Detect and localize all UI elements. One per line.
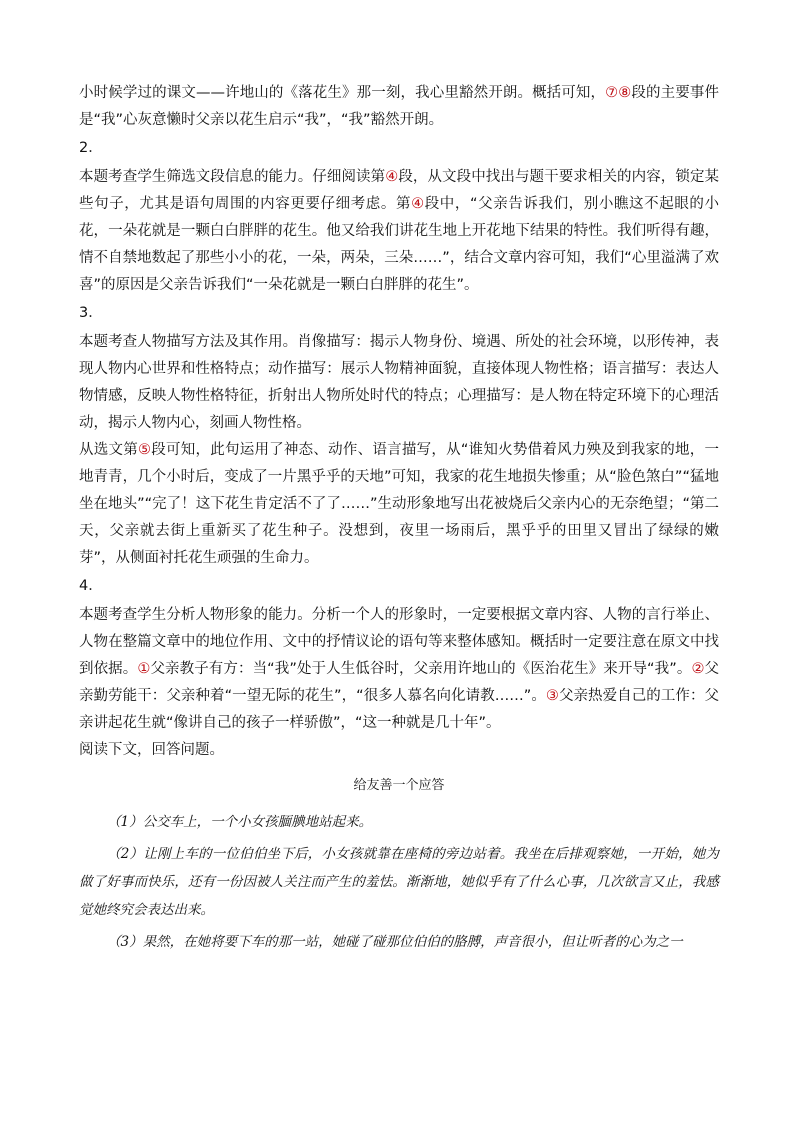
article-title: 给友善一个应答	[353, 778, 445, 793]
circled-number-mark: ⑤	[137, 442, 152, 458]
answer-2-text: 本题考查学生筛选文段信息的能力。仔细阅读第④段，从文段中找出与题干要求相关的内容，锁定某些句子，尤其是语句周围的内容更要仔细考虑。第④段中，“父亲告诉我们，别小瞧这不起眼的小花，一朵花就是一颗白白胖胖的花生。他又给我们讲花生地上开花地下结果的特性。我们听得有趣，情不自禁地数起了那些小小的花，一朵，两朵，三朵……”，结合文章内容可知，我们“心里溢满了欢喜”的原因是父亲告诉我们“一朵花就是一颗白白胖胖的花生”。	[79, 169, 720, 293]
article-paragraph: （2）让刚上车的一位伯伯坐下后，小女孩就靠在座椅的旁边站着。我坐在后排观察她，一开始，她为做了好事而快乐，还有一份因被人关注而产生的羞怯。渐渐地，她似乎有了什么心事，几次欲言又止，我感觉她终究会表达出来。	[79, 846, 719, 918]
circled-number-mark: ④	[411, 196, 425, 212]
article-paragraph: （3）果然，在她将要下车的那一站，她碰了碰那位伯伯的胳膊，声音很小，但让听者的心为之一	[107, 934, 683, 950]
question-3-number: 3．	[79, 305, 103, 321]
answer-1-text: 小时候学过的课文——许地山的《落花生》那一刻，我心里豁然开朗。概括可知，⑦⑧段的主要事件是“我”心灰意懒时父亲以花生启示“我”，“我”豁然开朗。	[79, 85, 720, 128]
circled-number-mark: ①	[137, 661, 151, 677]
document-content	[79, 80, 719, 960]
question-2-number: 2．	[79, 140, 103, 156]
circled-number-mark: ②	[691, 661, 705, 677]
answer-3-text-part2: 从选文第⑤段可知，此句运用了神态、动作、语言描写，从“谁知火势借着风力殃及到我家的地，一地青青，几个小时后，变成了一片黑乎乎的天地”可知，我家的花生地损失惨重；从“脸色煞白”“猛地坐在地头”“完了！这下花生肯定活不了了……”生动形象地写出花被烧后父亲内心的无奈绝望；“第二天，父亲就去街上重新买了花生种子。没想到，夜里一场雨后，黑乎乎的田里又冒出了绿绿的嫩芽”，从侧面衬托花生顽强的生命力。	[79, 442, 720, 566]
question-4-number: 4．	[79, 578, 103, 594]
article-paragraph: （1）公交车上，一个小女孩腼腆地站起来。	[107, 814, 373, 830]
answer-3-text-part1: 本题考查人物描写方法及其作用。肖像描写：揭示人物身份、境遇、所处的社会环境，以形传神，表现人物内心世界和性格特点；动作描写：展示人物精神面貌，直接体现人物性格；语言描写：表达人物情感，反映人物性格特征，折射出人物所处时代的特点；心理描写：是人物在特定环境下的心理活动，揭示人物内心，刻画人物性格。	[79, 334, 719, 431]
answer-4-text: 本题考查学生分析人物形象的能力。分析一个人的形象时，一定要根据文章内容、人物的言行举止、人物在整篇文章中的地位作用、文中的抒情议论的语句等来整体感知。概括时一定要注意在原文中找到依据。①父亲教子有方：当“我”处于人生低谷时，父亲用许地山的《医治花生》来开导“我”。②父亲勤劳能干：父亲种着“一望无际的花生”，“很多人慕名向化请教……”。③父亲热爱自己的工作：父亲讲起花生就“像讲自己的孩子一样骄傲”，“这一种就是几十年”。	[79, 607, 720, 731]
circled-number-mark: ⑦⑧	[605, 85, 632, 101]
circled-number-mark: ④	[385, 169, 399, 185]
reading-instruction: 阅读下文，回答问题。	[79, 742, 224, 758]
circled-number-mark: ③	[545, 688, 559, 704]
